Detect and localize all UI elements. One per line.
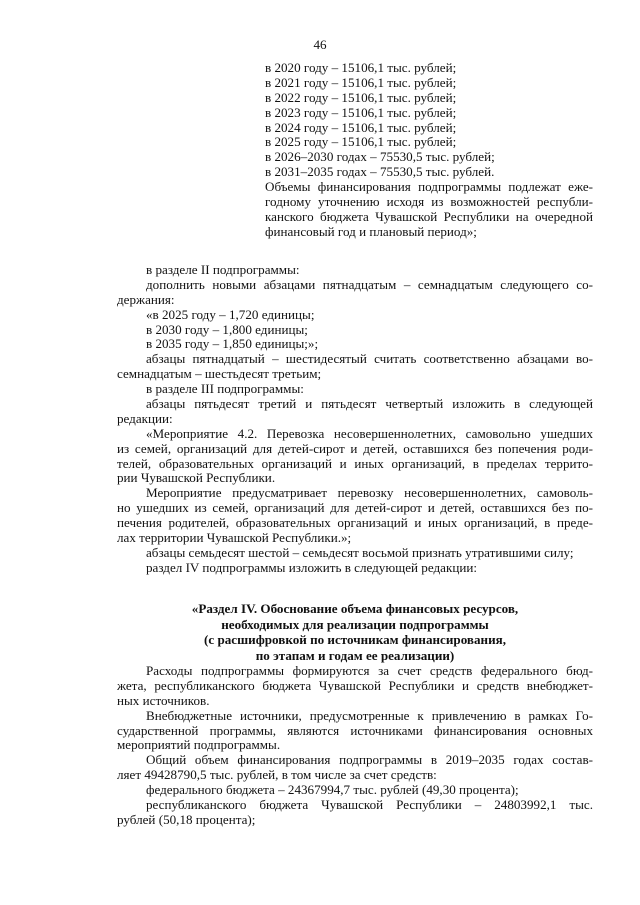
text-line: республиканского бюджета Чувашской Республики – 24803992,1 тыс.	[146, 797, 593, 813]
funding-year-line: в 2023 году – 15106,1 тыс. рублей;	[265, 104, 457, 120]
funding-by-year-list	[265, 61, 593, 240]
text-line: лах территории Чувашской Республики.»;	[117, 530, 352, 546]
text-line: но ушедших из семей, организаций для детей-сирот и детей, оставшихся без по-	[117, 500, 593, 516]
text-line: в разделе II подпрограммы:	[146, 262, 300, 277]
text-line: Внебюджетные источники, предусмотренные к привлечению в рамках Го-	[146, 707, 593, 723]
text-line: абзацы семьдесят шестой – семьдесят восьмой признать утратившими силу;	[146, 544, 574, 560]
text-line: печения родителей, образовательных организаций и иных организаций, в преде-	[117, 515, 593, 531]
funding-year-line: в 2022 году – 15106,1 тыс. рублей;	[265, 89, 457, 105]
text-line: раздел IV подпрограммы изложить в следующей редакции:	[146, 559, 477, 575]
funding-year-line: в 2026–2030 годах – 75530,5 тыс. рублей;	[265, 149, 495, 165]
page-number: 46	[313, 37, 327, 52]
text-line: Общий объем финансирования подпрограммы в 2019–2035 годах состав-	[146, 752, 593, 768]
text-line: рублей (50,18 процента);	[117, 811, 256, 827]
text-line: держания:	[117, 291, 175, 307]
funding-year-line: в 2024 году – 15106,1 тыс. рублей;	[265, 119, 457, 135]
funding-year-line: в 2025 году – 15106,1 тыс. рублей;	[265, 134, 457, 150]
amendments-body	[117, 263, 593, 576]
text-line: «Мероприятие 4.2. Перевозка несовершеннолетних, самовольно ушедших	[146, 425, 593, 441]
heading-line: (с расшифровкой по источникам финансирования,	[204, 632, 506, 648]
text-line: «в 2025 году – 1,720 единицы;	[146, 306, 315, 322]
text-line: абзацы пятьдесят третий и пятьдесят четвертый изложить в следующей	[146, 396, 593, 412]
section-body	[117, 664, 593, 828]
text-line: федерального бюджета – 24367994,7 тыс. рублей (49,30 процента);	[146, 782, 519, 798]
text-line: в 2035 году – 1,850 единицы;»;	[146, 336, 319, 352]
text-line: редакции:	[117, 410, 173, 426]
text-line: в разделе III подпрограммы:	[146, 381, 304, 397]
text-line: мероприятий подпрограммы.	[117, 737, 281, 753]
funding-year-line: в 2031–2035 годах – 75530,5 тыс. рублей.	[265, 164, 495, 180]
heading-line: «Раздел IV. Обоснование объема финансовых ресурсов,	[191, 601, 519, 616]
funding-year-line: в 2020 году – 15106,1 тыс. рублей;	[265, 60, 457, 75]
text-line: ляет 49428790,5 тыс. рублей, в том числе за счет средств:	[117, 767, 437, 783]
text-line: ных источников.	[117, 692, 210, 708]
heading-line: по этапам и годам ее реализации)	[255, 647, 455, 663]
text-line: телей, образовательных организаций и иных организаций, в пределах террито-	[117, 455, 593, 471]
text-line: финансовый год и плановый период»;	[265, 223, 477, 239]
text-line: рии Чувашской Республики.	[117, 470, 276, 486]
text-line: абзацы пятнадцатый – шестидесятый считать соответственно абзацами во-	[146, 351, 593, 367]
text-line: сударственной программы, являются источниками финансирования основных	[117, 722, 593, 738]
text-line: Объемы финансирования подпрограммы подлежат еже-	[265, 179, 593, 195]
text-line: из семей, организаций для детей-сирот и детей, оставшихся без попечения роди-	[117, 440, 593, 456]
text-line: Мероприятие предусматривает перевозку несовершеннолетних, самоволь-	[146, 485, 593, 501]
section-heading	[117, 601, 593, 663]
text-line: Расходы подпрограммы формируются за счет средств федерального бюд-	[146, 663, 593, 678]
funding-year-line: в 2021 году – 15106,1 тыс. рублей;	[265, 74, 457, 90]
text-line: жета, республиканского бюджета Чувашской Республики и средств внебюджет-	[117, 677, 593, 693]
text-line: годному уточнению исходя из возможностей республи-	[265, 194, 593, 210]
text-line: дополнить новыми абзацами пятнадцатым – семнадцатым следующего со-	[146, 276, 593, 292]
heading-line: необходимых для реализации подпрограммы	[221, 616, 489, 632]
text-line: канского бюджета Чувашской Республики на очередной	[265, 208, 593, 224]
text-line: в 2030 году – 1,800 единицы;	[146, 321, 308, 337]
text-line: семнадцатым – шестьдесят третьим;	[117, 366, 322, 382]
